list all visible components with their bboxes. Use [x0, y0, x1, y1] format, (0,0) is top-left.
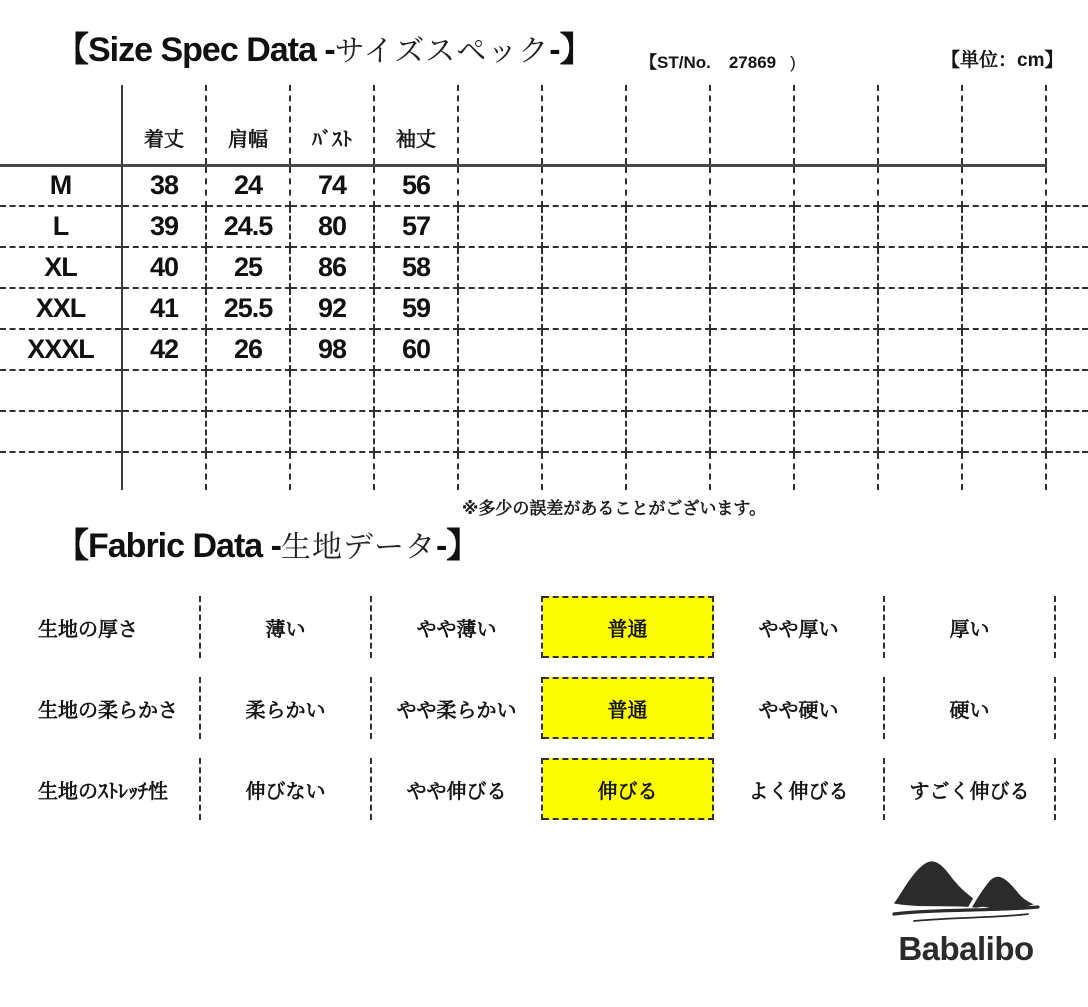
st-no-value: 27869 — [728, 53, 777, 72]
size-row — [0, 288, 1088, 329]
size-header-row — [0, 85, 1088, 165]
fabric-option: やや柔らかい — [372, 677, 543, 739]
size-spec-title-en: 【Size Spec Data - — [55, 31, 335, 69]
size-spec-title — [55, 28, 593, 79]
empty-row — [0, 411, 1088, 452]
size-value-cell: 86 — [290, 247, 374, 288]
size-value-cell: 25.5 — [206, 288, 290, 329]
size-row-label: XXL — [0, 288, 122, 329]
size-column-header: 着丈 — [122, 85, 206, 165]
fabric-row-label: 生地の柔らかさ — [0, 677, 201, 739]
st-no-close-paren: ) — [790, 53, 796, 72]
size-row — [0, 165, 1088, 206]
size-row — [0, 206, 1088, 247]
fabric-table — [0, 596, 1088, 839]
fabric-option: やや硬い — [714, 677, 885, 739]
fabric-option: 伸びない — [201, 758, 372, 820]
size-value-cell: 56 — [374, 165, 458, 206]
size-column-header: 肩幅 — [206, 85, 290, 165]
size-spec-title-close: -】 — [549, 31, 593, 69]
tolerance-note: ※多少の誤差があることがございます。 — [461, 499, 767, 518]
fabric-option: やや伸びる — [372, 758, 543, 820]
mountain-icon — [886, 850, 1046, 928]
fabric-option-selected: 普通 — [543, 596, 714, 658]
size-spec-title-jp: サイズスペック — [334, 35, 550, 68]
fabric-row — [0, 758, 1088, 820]
fabric-option: 柔らかい — [201, 677, 372, 739]
fabric-option: やや厚い — [714, 596, 885, 658]
fabric-option: 薄い — [201, 596, 372, 658]
size-value-cell: 80 — [290, 206, 374, 247]
size-row — [0, 329, 1088, 370]
fabric-row — [0, 677, 1088, 739]
st-no-label: 【ST/No. — [640, 53, 711, 72]
fabric-option: やや薄い — [372, 596, 543, 658]
fabric-option: すごく伸びる — [885, 758, 1056, 820]
fabric-option-selected: 伸びる — [543, 758, 714, 820]
size-value-cell: 26 — [206, 329, 290, 370]
size-value-cell: 74 — [290, 165, 374, 206]
size-row-label: XL — [0, 247, 122, 288]
size-value-cell: 38 — [122, 165, 206, 206]
size-value-cell: 24 — [206, 165, 290, 206]
size-value-cell: 58 — [374, 247, 458, 288]
fabric-title-close: -】 — [435, 527, 480, 565]
unit-label: 【単位：cm】 — [941, 50, 1064, 71]
size-row-label: M — [0, 165, 122, 206]
fabric-data-title — [55, 524, 479, 575]
size-spec-table — [0, 85, 1088, 490]
empty-row — [0, 370, 1088, 411]
size-value-cell: 57 — [374, 206, 458, 247]
size-value-cell: 98 — [290, 329, 374, 370]
size-value-cell: 39 — [122, 206, 206, 247]
fabric-option: 硬い — [885, 677, 1056, 739]
brand-logo — [878, 850, 1054, 968]
size-value-cell: 59 — [374, 288, 458, 329]
size-value-cell: 92 — [290, 288, 374, 329]
fabric-title-jp: 生地データ — [280, 531, 436, 564]
st-no — [640, 48, 796, 73]
fabric-row — [0, 596, 1088, 658]
size-column-header: ﾊﾞｽﾄ — [290, 85, 374, 165]
size-value-cell: 40 — [122, 247, 206, 288]
size-column-header: 袖丈 — [374, 85, 458, 165]
size-value-cell: 41 — [122, 288, 206, 329]
size-row-label: L — [0, 206, 122, 247]
fabric-row-label: 生地のｽﾄﾚｯﾁ性 — [0, 758, 201, 820]
size-value-cell: 25 — [206, 247, 290, 288]
fabric-row-label: 生地の厚さ — [0, 596, 201, 658]
brand-name: Babalibo — [898, 930, 1034, 967]
size-row — [0, 247, 1088, 288]
fabric-option: よく伸びる — [714, 758, 885, 820]
empty-row — [0, 452, 1088, 490]
fabric-option: 厚い — [885, 596, 1056, 658]
size-value-cell: 60 — [374, 329, 458, 370]
fabric-title-en: 【Fabric Data - — [55, 527, 281, 565]
size-value-cell: 42 — [122, 329, 206, 370]
size-row-label: XXXL — [0, 329, 122, 370]
fabric-option-selected: 普通 — [543, 677, 714, 739]
size-value-cell: 24.5 — [206, 206, 290, 247]
